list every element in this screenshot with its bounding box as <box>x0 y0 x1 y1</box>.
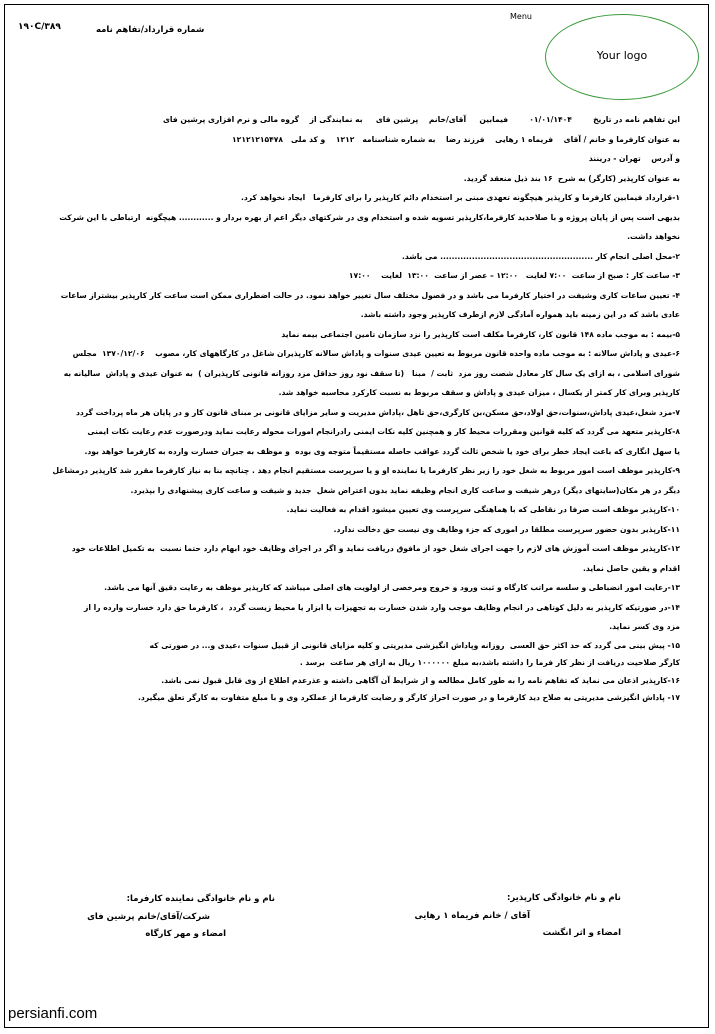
clause-7 <box>14 403 680 423</box>
clause-line: ۱۷- پاداش انگیزشی مدیریتی به صلاح دید کارفرما و در صورت احراز کارگر و رضایت کارفرما از عملکرد وی و با مبلغ متفاوت به کارگر تعلق میگیرد. <box>138 693 680 702</box>
clause-2 <box>14 247 680 267</box>
clause-line: ۱۶-کارپذیر اذعان می نماید که تفاهم نامه را به طور کامل مطالعه و از شرایط آن آگاهی داشته و عذرعدم اطلاع از وی قابل قبول نمی باشد. <box>161 675 680 685</box>
clause-line: کارپذیر وبرای کار کمتر از یکسال ، میزان عیدی و پاداش و سقف مربوط به نسبت کارکرد محاسبه خواهد شد. <box>278 388 680 397</box>
clause-line: یا سهل انگاری که باعث ایجاد خطر برای خود یا شخص ثالث گردد عواقب حاصله مستقیماً متوجه وی بوده و موظف به جبران خسارت وارده به کارفرما خواهد بود. <box>84 446 680 456</box>
clause-line: ۴- تعیین ساعات کاری وشیفت در اختیار کارفرما می باشد و در فصول مختلف سال تغییر خواهد نمود. در حالت اضطراری ممکن است ساعت کار کارپذیر بیشتراز ساعات <box>60 290 680 300</box>
menu-button[interactable]: Menu <box>510 12 532 21</box>
intro-line: و آدرس تهران - درینند <box>588 154 680 163</box>
worker-sign-label: امضاء و اثر انگشت <box>542 928 621 938</box>
clause-5 <box>14 325 680 345</box>
clause-line: ۳- ساعت کار : صبح از ساعت ۷:۰۰ لغایت ۱۲:۰۰ – عصر از ساعت ۱۳:۰۰ لغایت ۱۷:۰۰ <box>348 271 680 280</box>
clause-12 <box>14 539 680 578</box>
clause-line: ۲-محل اصلی انجام کار ..................................................... می باشد. <box>401 251 680 261</box>
clause-13 <box>14 578 680 598</box>
employer-company: شرکت/آقای/خانم پرشین فای <box>87 912 210 922</box>
clause-line: ۵-بیمه : به موجب ماده ۱۴۸ قانون کار، کارفرما مکلف است کارپذیر را نزد سازمان تامین اجتماعی بیمه نماید <box>281 329 680 339</box>
worker-name-title: نام و نام خانوادگی کارپذیر: <box>506 893 621 903</box>
clause-line: ۸-کارپذیر متعهد می گردد که کلیه قوانین ومقررات محیط کار و همچنین کلیه نکات ایمنی رادرانجام امورات محوله رعایت نماید ودرصورت عدم رعایت نکات ایمنی <box>87 427 680 436</box>
intro-line: این تفاهم نامه در تاریخ ۰۱/۰۱/۱۴۰۴ فیمابین آقای/خانم پرشین فای به نمایندگی از گروه مالی و نرم افزاری پرشین فای <box>162 115 680 124</box>
clause-line: ۱۴-در صورتیکه کارپذیر به دلیل کوتاهی در انجام وظایف موجب وارد شدن خسارت به تجهیزات یا ابزار یا محیط زیست گردد ، کارفرما حق دارد خسارت وارده را از <box>83 602 680 612</box>
clause-line: ۶-عیدی و پاداش سالانه : به موجب ماده واحده قانون مربوط به تعیین عیدی سنوات و پاداش سالانه کارپذیران شاغل در کارگاههای کار، مصوب ۱۳۷۰/۱۲/۰۶ مجلس <box>72 349 680 358</box>
clause-line: مزد وی کسر نماید. <box>609 622 680 631</box>
clause-line: دیگر در هر مکان(سایتهای دیگر) درهر شیفت و ساعت کاری انجام وظیفه نماید بدون اعتراض شغل جدید و شیفت و ساعت کاری پیشنهادی را بپذیرد. <box>130 485 680 495</box>
clause-15 <box>14 637 680 672</box>
logo-placeholder <box>545 14 699 100</box>
clause-line: شورای اسلامی ، به ازای یک سال کار معادل شصت روز مزد ثابت / مبنا (تا سقف نود روز حداقل مزد روزانه قانونی کارپذیران ) به عنوان عیدی و پاداش سالیانه به <box>63 368 680 378</box>
clause-1 <box>14 188 680 247</box>
clause-line: ۱۵- پیش بینی می گردد که حد اکثر حق العسی روزانه وپاداش انگیزشی مدیریتی و کلیه مزایای قانونی از قبیل سنوات ،عیدی و... در صورتی که <box>149 640 680 650</box>
clause-17 <box>14 689 680 707</box>
worker-name: آقای / خانم فریماه ۱ رهایی <box>414 911 530 921</box>
clause-line: ۹-کارپذیر موظف است امور مربوط به شغل خود را زیر نظر کارفرما یا نماینده او و یا سرپرست مستقیم انجام دهد . چنانچه بنا به نیاز کارفرما مقرر شد کارپذیر درمشاغل <box>52 466 680 475</box>
clause-14 <box>14 598 680 637</box>
clause-4 <box>14 286 680 325</box>
employer-name-title: نام و نام خانوادگی نماینده کارفرما: <box>126 894 275 904</box>
clause-line: عادی باشد که در این زمینه باید همواره آمادگی لازم ازطرف کارپذیر وجود داشته باشد. <box>360 310 680 319</box>
clause-11 <box>14 520 680 540</box>
clause-line: ۱-قرارداد فیمابین کارفرما و کارپذیر هیچگونه تعهدی مبنی بر استخدام دائم کارپذیر را برای کارفرما ایجاد نخواهد کرد. <box>241 193 680 202</box>
clause-line: نخواهد داشت. <box>627 232 680 241</box>
clause-8 <box>14 422 680 461</box>
clause-line: بدیهی است پس از پایان پروژه و با صلاحدید کارفرما،کارپذیر تسویه شده و استخدام وی در شرکتهای دیگر اعم از بهره بردار و ............ هیچگونه ارتباطی با این شرکت <box>59 212 680 222</box>
clause-16 <box>14 672 680 690</box>
clause-line: ۱۰-کارپذیر موظف است صرفا در نقاطی که با هماهنگی سرپرست وی تعیین میشود اقدام به فعالیت نماید. <box>286 505 680 514</box>
clause-line: ۱۱-کارپذیر بدون حضور سرپرست مطلقا در اموری که جزء وظایف وی نیست حق دخالت ندارد. <box>333 524 680 534</box>
contract-body <box>14 110 680 707</box>
clause-6 <box>14 344 680 403</box>
intro-line: به عنوان کارفرما و خانم / آقای فریماه ۱ رهایی فرزند رضا به شماره شناسنامه ۱۲۱۲ و کد ملی ۱۲۱۲۱۲۱۵۴۷۸ <box>232 134 680 144</box>
website-footer[interactable]: persianfi.com <box>8 1005 98 1022</box>
employer-sign-label: امضاء و مهر کارگاه <box>145 929 226 939</box>
intro-section <box>14 110 680 188</box>
clause-line: ۱۲-کارپذیر موظف است آموزش های لازم را جهت اجرای شغل خود از مافوق دریافت نماید و اگر در اجرای وظایف خود ابهام دارد حتما نسبت به تکمیل اطلاعات خود <box>71 544 680 553</box>
logo-text: Your logo <box>596 49 648 62</box>
contract-number: ۱۹۰C/۳۸۹ <box>18 22 61 32</box>
clause-10 <box>14 500 680 520</box>
clause-line: ۷-مزد شغل،عیدی پاداش،سنوات،حق اولاد،حق مسکن،بن کارگری،حق تاهل ،پاداش مدیریت و سایر مزایای قانونی بر مبنای قانون کار و در پایان هر ماه پرداخت گردد <box>76 407 680 417</box>
intro-line: به عنوان کارپذیر (کارگر) به شرح ۱۶ بند ذیل منعقد گردید. <box>463 173 680 183</box>
clause-9 <box>14 461 680 500</box>
contract-number-label: شماره قرارداد/تفاهم نامه <box>96 25 205 35</box>
clause-3 <box>14 266 680 286</box>
clauses-list <box>14 188 680 707</box>
clause-line: کارگر صلاحیت دریافت از نظر کار فرما را داشته باشد،به مبلغ ۱۰۰۰۰۰۰ ریال به ازای هر ساعت برسد . <box>299 658 680 667</box>
clause-line: ۱۳-رعایت امور انضباطی و سلسه مراتب کارگاه و ثبت ورود و خروج ومرخصی از اولویت های اصلی میباشد که کارپذیر موظف به رعایت دقیق آنها می باشد. <box>104 583 680 592</box>
clause-line: اقدام و یقین حاصل نماید. <box>582 563 680 573</box>
